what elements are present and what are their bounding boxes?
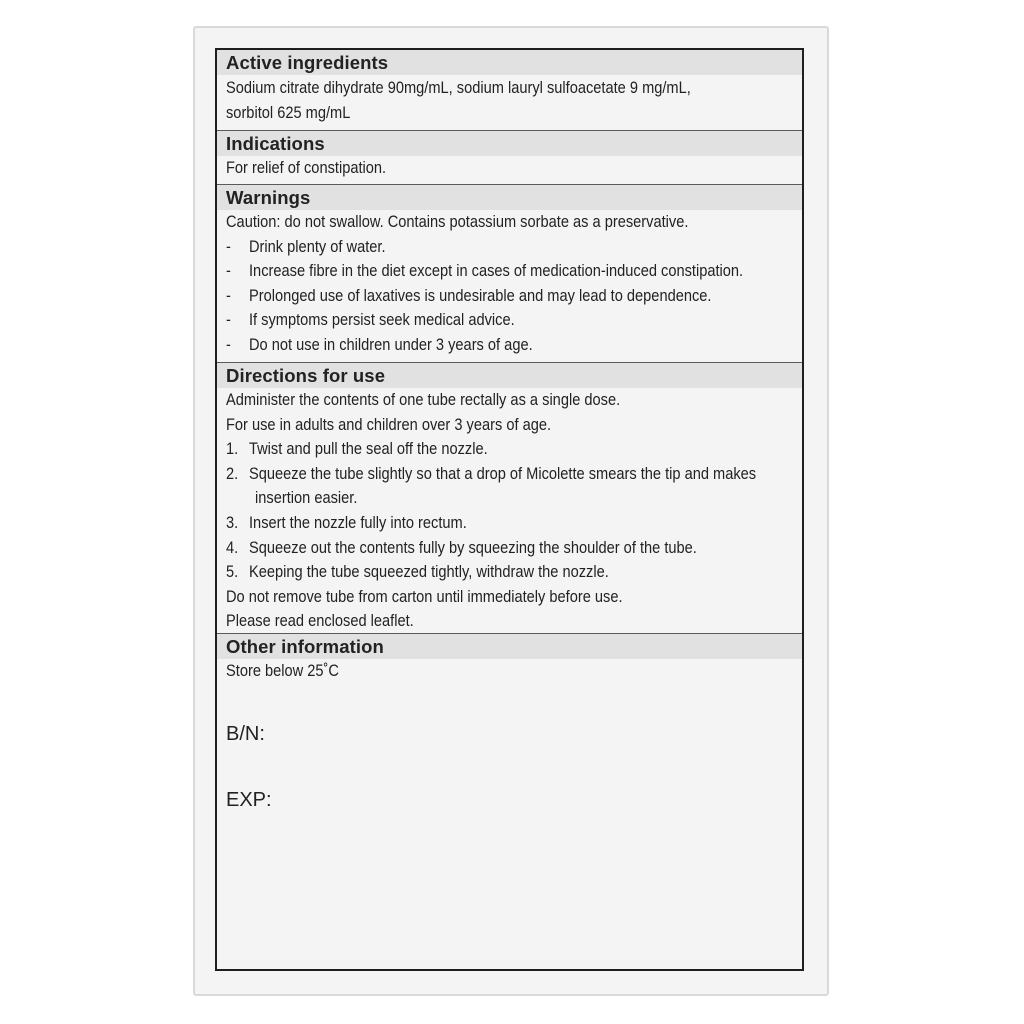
step-text-continuation: insertion easier. [255, 488, 358, 508]
section-warnings [217, 184, 802, 362]
bullet-dash: - [226, 261, 231, 281]
section-title-directions: Directions for use [217, 363, 802, 388]
step-number: 5. [226, 562, 239, 582]
section-active-ingredients [217, 50, 802, 130]
product-info-panel [215, 48, 804, 971]
directions-intro-line: For use in adults and children over 3 years of age. [226, 414, 552, 434]
step-text: Squeeze out the contents fully by squeezing the shoulder of the tube. [249, 537, 697, 557]
bullet-dash: - [226, 310, 231, 330]
indications-text: For relief of constipation. [226, 158, 387, 177]
step-number: 4. [226, 537, 239, 557]
bullet-dash: - [226, 236, 231, 256]
expiry-label: EXP: [226, 789, 272, 811]
batch-number-label: B/N: [226, 723, 265, 745]
bullet-dash: - [226, 285, 231, 305]
section-title-other-information: Other information [217, 634, 802, 659]
direction-step [217, 462, 802, 487]
step-number: 2. [226, 463, 239, 483]
active-ingredients-line: sorbitol 625 mg/mL [226, 102, 351, 122]
warning-item-text: Do not use in children under 3 years of age. [249, 334, 533, 354]
step-text: Squeeze the tube slightly so that a drop of Micolette smears the tip and makes [249, 463, 757, 483]
section-indications [217, 130, 802, 184]
direction-step [217, 511, 802, 536]
direction-step [217, 560, 802, 585]
warning-item-text: Increase fibre in the diet except in cases of medication-induced constipation. [249, 261, 744, 281]
directions-intro-line: Administer the contents of one tube rectally as a single dose. [226, 390, 621, 409]
step-text: Keeping the tube squeezed tightly, withdraw the nozzle. [249, 562, 609, 582]
warnings-intro: Caution: do not swallow. Contains potassium sorbate as a preservative. [226, 212, 689, 231]
section-directions [217, 362, 802, 633]
section-title-indications: Indications [217, 131, 802, 156]
step-text: Insert the nozzle fully into rectum. [249, 512, 467, 532]
warning-item [217, 235, 802, 260]
warning-item [217, 284, 802, 309]
direction-step [217, 536, 802, 561]
directions-outro-line: Please read enclosed leaflet. [226, 611, 414, 631]
direction-step [217, 437, 802, 462]
directions-outro-line: Do not remove tube from carton until immediately before use. [226, 586, 623, 606]
warning-item-text: Prolonged use of laxatives is undesirable and may lead to dependence. [249, 285, 712, 305]
storage-text: Store below 25˚C [226, 661, 339, 680]
bullet-dash: - [226, 334, 231, 354]
section-title-warnings: Warnings [217, 185, 802, 210]
warning-item [217, 308, 802, 333]
warning-item [217, 333, 802, 358]
warning-item-text: If symptoms persist seek medical advice. [249, 310, 515, 330]
warning-item-text: Drink plenty of water. [249, 236, 386, 256]
active-ingredients-line: Sodium citrate dihydrate 90mg/mL, sodium lauryl sulfoacetate 9 mg/mL, [226, 78, 691, 97]
step-number: 1. [226, 439, 239, 459]
step-number: 3. [226, 512, 239, 532]
section-title-active-ingredients: Active ingredients [217, 50, 802, 75]
step-text: Twist and pull the seal off the nozzle. [249, 439, 488, 459]
section-other-information [217, 633, 802, 970]
warning-item [217, 259, 802, 284]
